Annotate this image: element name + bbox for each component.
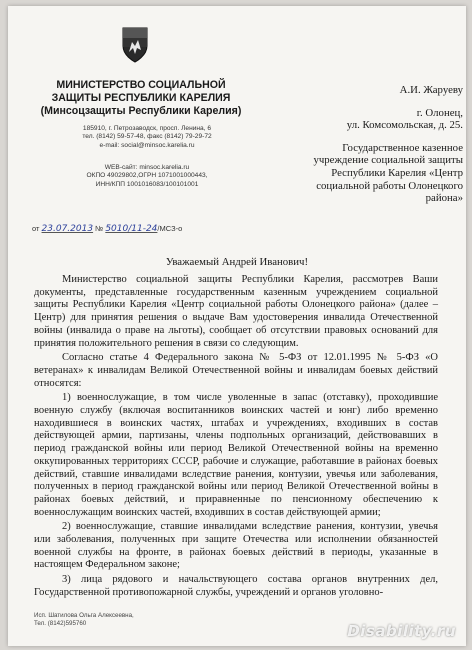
ref-number-label: № xyxy=(95,224,104,233)
ministry-registration xyxy=(52,164,242,189)
ref-date: 23.07.2013 xyxy=(41,224,94,234)
karelia-coat-of-arms-icon xyxy=(120,26,150,64)
watermark: Disability.ru xyxy=(347,622,456,640)
org-line-3: Республики Карелия «Центр xyxy=(331,166,463,179)
executor-name: Исп. Шатилова Ольга Алексеевна, xyxy=(34,612,134,619)
ministry-line-3: (Минсоцзащиты Республики Карелия) xyxy=(40,105,242,117)
web-line-2: ОКПО 49029802,ОГРН 1071001000443, xyxy=(86,172,208,180)
ref-suffix: /МСЗ-о xyxy=(157,224,183,233)
web-line-3: ИНН/КПП 1001016083/100101001 xyxy=(95,180,199,188)
reference-line xyxy=(32,224,182,234)
org-line-1: Государственное казенное xyxy=(342,141,463,154)
recipient-organization xyxy=(263,142,463,205)
org-line-5: района» xyxy=(425,192,463,205)
executor-phone: Тел. (8142)595760 xyxy=(34,620,87,627)
org-line-4: социальной работы Олонецкого xyxy=(316,179,463,192)
ministry-line-1: МИНИСТЕРСТВО СОЦИАЛЬНОЙ xyxy=(56,79,226,91)
ministry-name xyxy=(34,79,248,118)
ref-number: 5010/11-24 xyxy=(105,224,158,234)
address-line-1: 185910, г. Петрозаводск, просп. Ленина, 6 xyxy=(82,125,212,132)
ministry-address xyxy=(52,125,242,150)
paragraph-2: Согласно статье 4 Федерального закона № 5-ФЗ от 12.01.1995 № 5-ФЗ «О ветеранах» к инвалидам Великой Отечественной войны и инвалидам боевых действий относятся: xyxy=(34,352,438,389)
address-line-3: e-mail: social@minsoc.karelia.ru xyxy=(99,141,195,149)
recipient-block xyxy=(263,84,463,205)
ref-prefix: от xyxy=(32,224,40,233)
paragraph-3: 1) военнослужащие, в том числе уволенные в запас (отставку), проходившие военную службу (включая воспитанников воинских частей и юнг) либо временно находившиеся в воинских частях, штабах и учреждениях, входивших в состав действующей армии, партизаны, члены подпольных организаций, действовавших в период гражданской войны или период Великой Отечественной войны на временно оккупированных территориях СССР, рабочие и служащие, работавшие в районах боевых действий, ставшие инвалидами вследствие ранения, контузии, увечья или заболевания, полученных в период гражданской войны или период Великой Отечественной войны в районах боевых действий, и приравненные по пенсионному обеспечению к военнослужащим воинских частей, входивших в состав действующей армии; xyxy=(34,392,438,518)
recipient-city: г. Олонец, xyxy=(416,106,463,119)
ministry-line-2: ЗАЩИТЫ РЕСПУБЛИКИ КАРЕЛИЯ xyxy=(51,92,231,104)
paragraph-4: 2) военнослужащие, ставшие инвалидами вследствие ранения, контузии, увечья или заболевания, полученных при защите Отечества или исполнении обязанностей военной службы на фронте, в районах боевых действий в периоды, указанные в настоящем Федеральном законе; xyxy=(34,521,438,571)
web-line-1: WEB-сайт: minsoc.karelia.ru xyxy=(104,164,190,171)
executor-info xyxy=(34,612,134,628)
org-line-2: учреждение социальной защиты xyxy=(313,154,463,167)
greeting: Уважаемый Андрей Иванович! xyxy=(165,256,309,268)
paragraph-1: Министерство социальной защиты Республики Карелия, рассмотрев Ваши документы, представленные государственным казенным учреждением социальной защиты Республики Карелия «Центр социальной работы Олонецкого района» (далее – Центр) для принятия решения о выдаче Вам удостоверения инвалида Отечественной войны (инвалида о праве на льготы), сообщает об отсутствии правовых оснований для принятия положительного решения в связи со следующим. xyxy=(34,274,438,349)
letter-body xyxy=(34,274,438,600)
recipient-street: ул. Комсомольская, д. 25. xyxy=(346,119,463,132)
paragraph-5: 3) лица рядового и начальствующего состава органов внутренних дел, Государственной противопожарной службы, учреждений и органов уголовно- xyxy=(34,574,438,598)
letter-page xyxy=(8,6,466,646)
address-line-2: тел. (8142) 59-57-48, факс (8142) 79-29-72 xyxy=(82,133,212,141)
recipient-name: А.И. Жаруеву xyxy=(399,84,463,96)
